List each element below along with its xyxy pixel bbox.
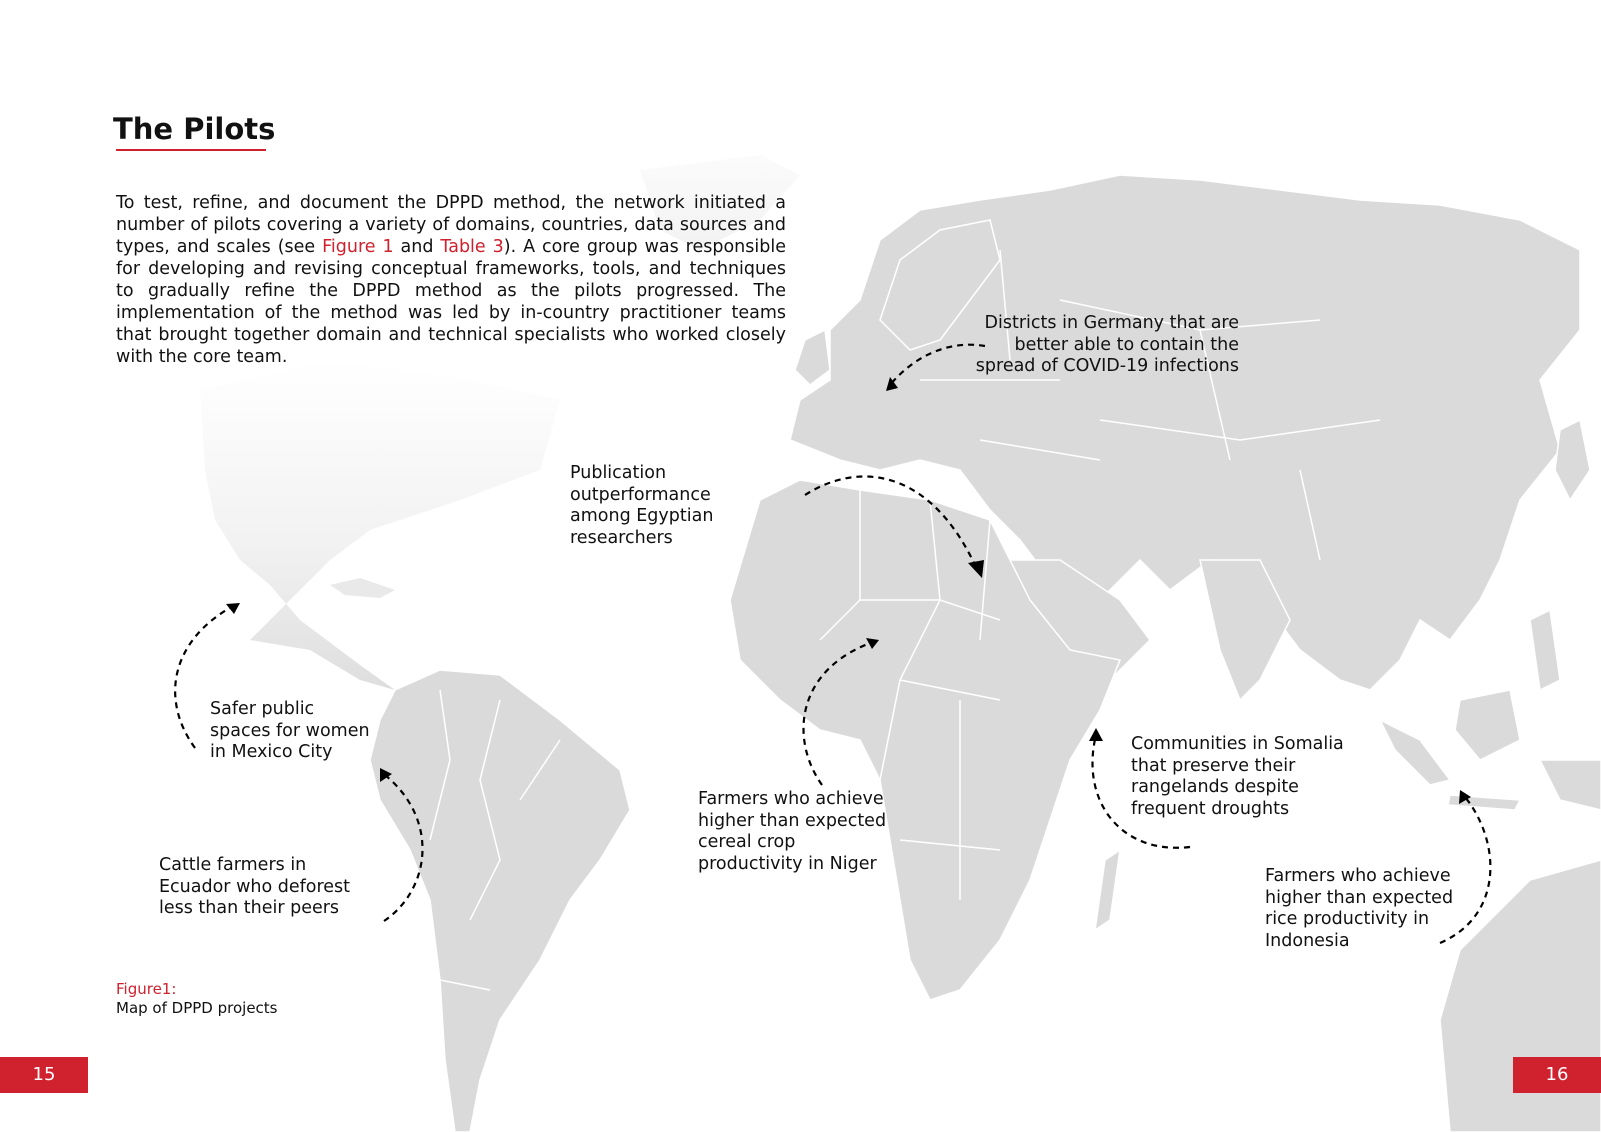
- intro-text-2: ). A core group was responsible for developing and revising conceptual frameworks, tools, and techniques to gradually refine the DPPD method as the pilots progressed. The implementation of the method was led by in-country practitioner teams that brought together domain and technical specialists who worked closely with the core team.: [116, 237, 786, 367]
- uk-landmass: [795, 330, 830, 385]
- label-niger: Farmers who achieve higher than expected cereal crop productivity in Niger: [698, 789, 887, 874]
- intro-text-and: and: [393, 237, 441, 257]
- java-landmass: [1448, 795, 1520, 810]
- intro-text-1: To test, refine, and document the DPPD method, the network initiated a number of pilots covering a variety of domains, countries, data sources and types, and scales (see: [116, 193, 786, 257]
- label-somalia: Communities in Somalia that preserve their rangelands despite frequent droughts: [1131, 734, 1344, 819]
- label-egypt: Publication outperformance among Egyptian researchers: [570, 463, 714, 548]
- north-america-landmass: [200, 360, 560, 690]
- sumatra-landmass: [1380, 720, 1450, 785]
- arrowhead-somalia: [1089, 728, 1103, 741]
- figure-caption: Map of DPPD projects: [116, 999, 278, 1017]
- madagascar-landmass: [1095, 850, 1120, 930]
- caribbean-islands: [330, 578, 395, 598]
- page-number-left: 15: [0, 1057, 88, 1093]
- figure-number: Figure1:: [116, 980, 177, 998]
- title-underline: [116, 149, 266, 151]
- south-america-landmass: [370, 670, 630, 1132]
- philippines-landmass: [1530, 610, 1560, 690]
- label-indonesia: Farmers who achieve higher than expected rice productivity in Indonesia: [1265, 866, 1454, 951]
- intro-paragraph: [116, 192, 786, 368]
- page-title: The Pilots: [113, 112, 276, 146]
- table-link[interactable]: Table 3: [440, 237, 504, 257]
- japan-landmass: [1555, 420, 1590, 500]
- label-ecuador: Cattle farmers in Ecuador who deforest less than their peers: [159, 855, 351, 918]
- label-germany: Districts in Germany that are better able to contain the spread of COVID-19 infections: [975, 313, 1239, 376]
- figure-link[interactable]: Figure 1: [322, 237, 394, 257]
- borneo-landmass: [1455, 690, 1520, 760]
- new-guinea-landmass: [1540, 760, 1601, 810]
- page-number-right: 16: [1513, 1057, 1601, 1093]
- arrowhead-mexico: [226, 603, 240, 614]
- label-mexico: Safer public spaces for women in Mexico City: [210, 699, 370, 762]
